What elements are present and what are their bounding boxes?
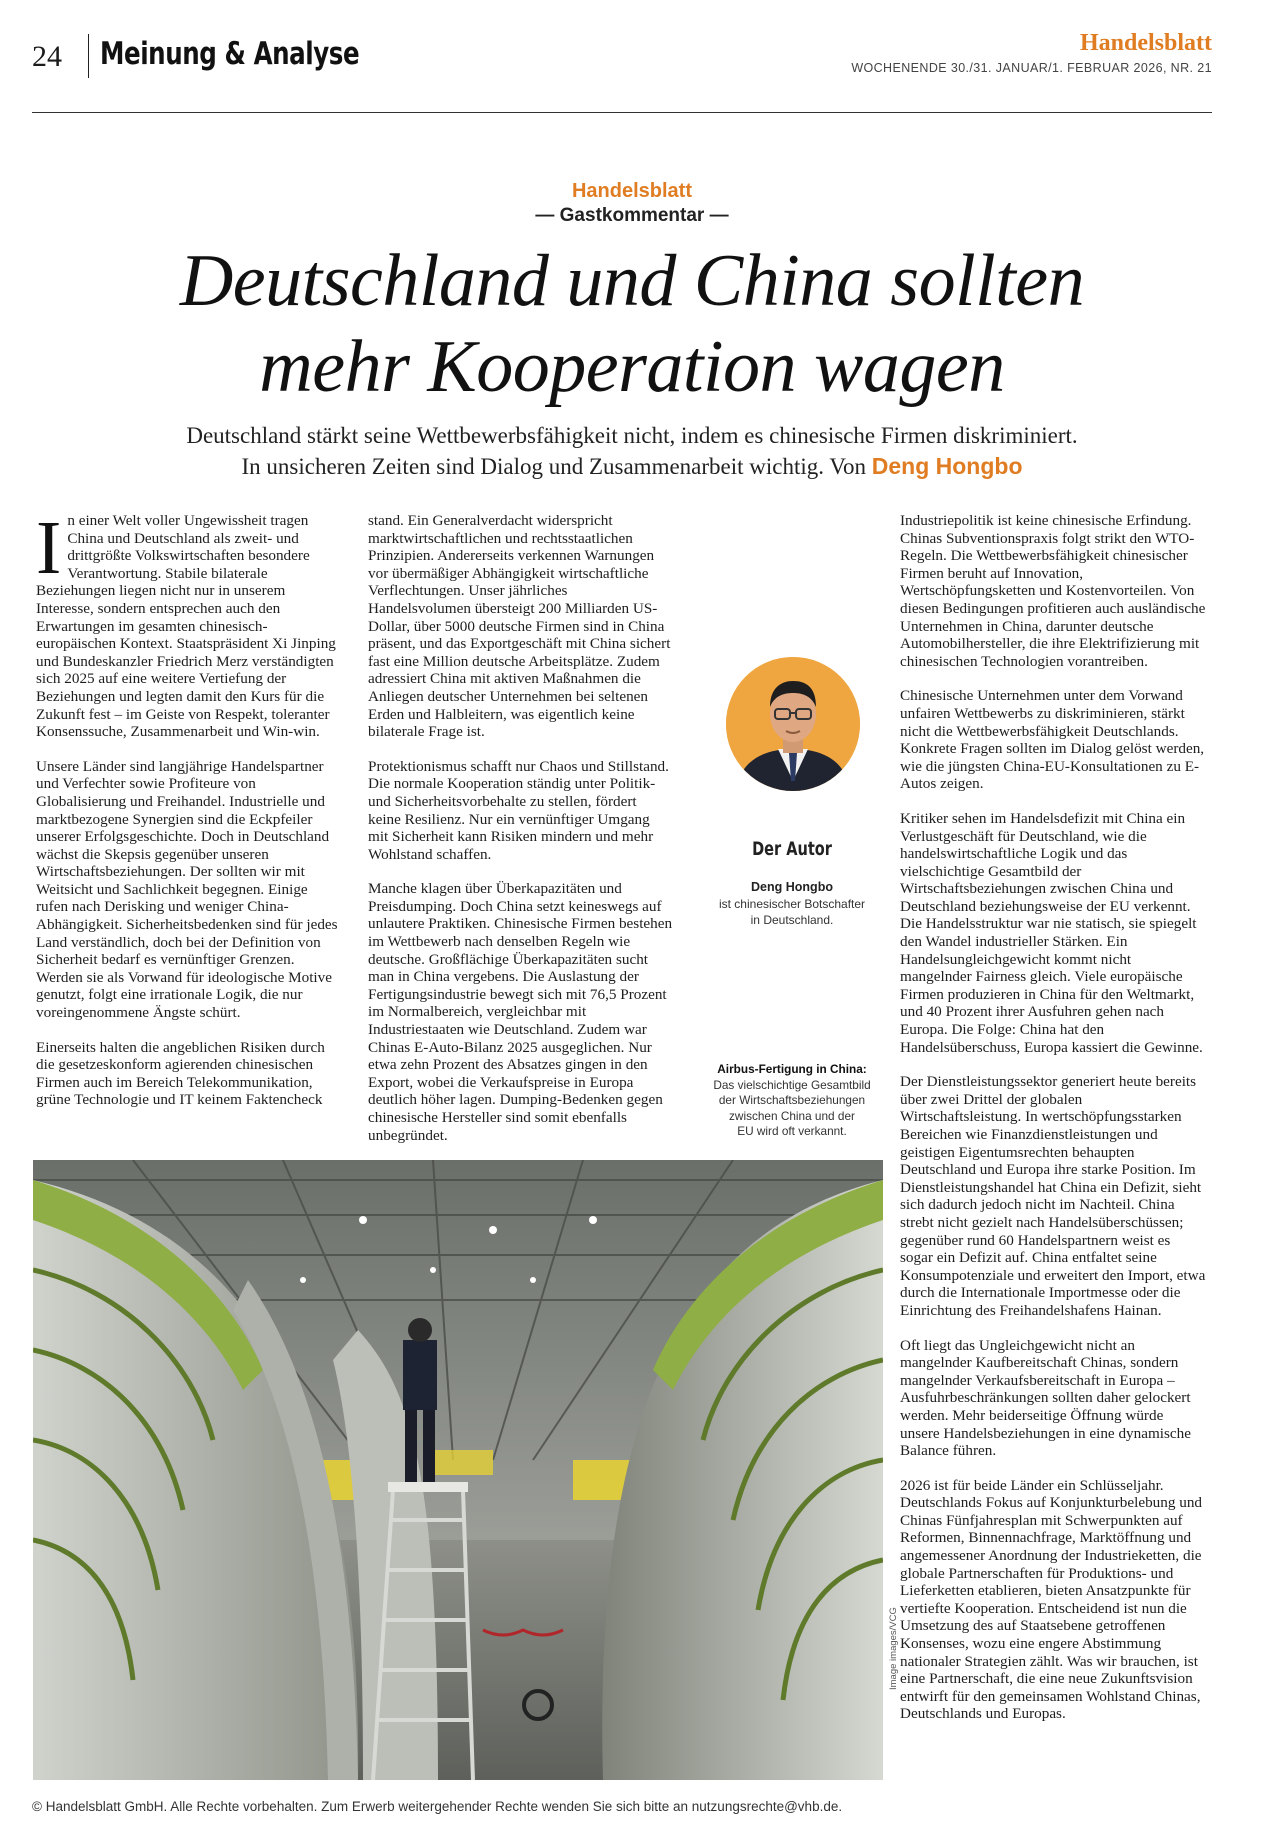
headline-line: mehr Kooperation wagen <box>259 326 1005 408</box>
paragraph: Protektionismus schafft nur Chaos und Stillstand. Die normale Kooperation ständig unter Politik- und Sicherheitsvorbehalte zu stellen, fördert keine Resilienz. Nur ein vernünftiger Umgang mit Sicherheit kann Risiken mindern und mehr Wohlstand schaffen. <box>368 757 669 863</box>
copyright-footer: © Handelsblatt GmbH. Alle Rechte vorbehalten. Zum Erwerb weitergehender Rechte wenden Sie sich bitte an nutzungsrechte@vhb.de. <box>32 1799 843 1814</box>
article-column-3 <box>900 512 1206 1740</box>
drop-cap: I <box>36 506 62 590</box>
caption-title: Airbus-Fertigung in China: <box>717 1062 867 1076</box>
section-title: Meinung & Analyse <box>100 36 360 72</box>
author-role <box>700 896 884 928</box>
paragraph: 2026 ist für beide Länder ein Schlüsseljahr. Deutschlands Fokus auf Konjunkturbelebung und Chinas Fünfjahresplan mit Schwerpunkten auf Reformen, Binnennachfrage, Marktöffnung und angemessener Anordnung der Industrieketten, die globale Partnerschaften für Produktions- und Lieferketten etablieren, bieten Ansatzpunkte für vertiefte Kooperation. Entscheidend ist nun die Umsetzung des auf Staatsebene getroffenen Konsenses, wozu eine engere Abstimmung nationaler Strategien zählt. Was wir brauchen, ist eine Partnerschaft, die eine neue Zukunftsvision entwirft für den gemeinsamen Wohlstand Chinas, Deutschlands und Europas. <box>900 1476 1203 1723</box>
brand-logo: Handelsblatt <box>1079 30 1212 56</box>
standfirst-text: In unsicheren Zeiten sind Dialog und Zusammenarbeit wichtig. Von <box>241 454 866 479</box>
photo-credit: Image images/VCG <box>888 1607 899 1690</box>
kicker-label: — Gastkommentar — <box>535 205 729 226</box>
factory-illustration <box>33 1160 883 1780</box>
paragraph: Unsere Länder sind langjährige Handelspartner und Verfechter sowie Profiteure von Globalisierung und Freihandel. Industrielle und marktbezogene Synergien sind die Eckpfeiler unserer Erfolgsgeschichte. Doch in Deutschland wächst die Skepsis gegenüber unseren Wirtschaftsbeziehungen. Der sollten wir mit Weitsicht und Sachlichkeit begegnen. Einige rufen nach Derisking und weniger China-Abhängigkeit. Sicherheitsbedenken sind für jedes Land verständlich, doch bei der Definition von Sicherheit bedarf es vernünftiger Grenzen. Werden sie als Vorwand für ideologische Motive genutzt, folgt eine irrationale Logik, die nur voreingenommene Ängste schürt. <box>36 757 338 1022</box>
article-photo <box>33 1160 883 1780</box>
byline-author[interactable]: Deng Hongbo <box>871 453 1023 479</box>
portrait-illustration <box>726 657 860 791</box>
paragraph-text: n einer Welt voller Ungewissheit tragen China und Deutschland als zweit- und drittgrößte Volkswirtschaften besondere Verantwortung. Stabile bilaterale Beziehungen liegen nicht nur in unserem Interesse, sondern entsprechen auch den Erwartungen im gesamten chinesisch-europäischen Kontext. Staatspräsident Xi Jinping und Bundeskanzler Friedrich Merz verständigten sich 2025 auf eine weitere Vertiefung der Beziehungen und legten damit den Kurs für die Zukunft fest – im Geiste von Respekt, toleranter Konsenssuche, Zusammenarbeit und Win-win. <box>36 512 336 741</box>
paragraph: Oft liegt das Ungleichgewicht nicht an mangelnder Kaufbereitschaft Chinas, sondern mangelnder Verkaufsbereitschaft in Europa – Ausfuhrbeschränkungen sollten daher gelockert werden. Mehr beiderseitige Öffnung würde unsere Handelsbeziehungen in eine dynamische Balance führen. <box>900 1336 1191 1460</box>
paragraph: Manche klagen über Überkapazitäten und Preisdumping. Doch China setzt keineswegs auf unlautere Praktiken. Chinesische Firmen bestehen im Wettbewerb nach denselben Regeln wie deutsche. Großflächige Überkapazitäten sucht man in China vergebens. Die Auslastung der Fertigungsindustrie bewegt sich mit 76,5 Prozent im Normalbereich, vergleichbar mit Industriestaaten wie Deutschland. Zudem war Chinas E-Auto-Bilanz 2025 ausgeglichen. Nur etwa zehn Prozent des Absatzes gingen in den Export, wobei die Verkaufspreise in Europa deutlich höher lagen. Dumping-Bedenken gegen chinesische Hersteller sind somit ebenfalls unbegründet. <box>368 880 673 1144</box>
paragraph: Chinesische Unternehmen unter dem Vorwand unfairen Wettbewerbs zu diskriminieren, stärkt nicht die Wettbewerbsfähigkeit Deutschlands. Konkrete Fragen sollten im Dialog gelöst werden, wie die jüngsten China-EU-Konsultationen zu E-Autos zeigen. <box>900 687 1205 793</box>
caption-line: der Wirtschaftsbeziehungen <box>718 1093 866 1107</box>
headline <box>60 238 1204 410</box>
photo-caption <box>698 1062 886 1140</box>
kicker-brand: Handelsblatt <box>571 180 693 202</box>
author-box-name: Deng Hongbo <box>751 880 833 894</box>
paragraph: Kritiker sehen im Handelsdefizit mit China ein Verlustgeschäft für Deutschland, wie die handelswirtschaftliche Logik und das vielschichtige Gesamtbild der Wirtschaftsbeziehungen zwischen China und Deutschland beziehungsweise der EU verkennt. Die Handelsstruktur war nie statisch, sie spiegelt den Wandel industrieller Stärken. Ein Handelsungleichgewicht kommt nicht mangelnder Fairness gleich. Viele europäische Firmen produzieren in China für den Weltmarkt, und 40 Prozent ihrer Ausfuhren gehen nach Europa. Die Folge: China hat den Handelsüberschuss, Europa kassiert die Gewinne. <box>900 809 1203 1056</box>
article-column-1 <box>36 506 341 1126</box>
author-box-heading: Der Autor <box>752 838 832 860</box>
paragraph: Der Dienstleistungssektor generiert heute bereits über zwei Drittel der globalen Wirtschaftsleistung. In wertschöpfungsstarken Bereichen wie Finanzdienstleistungen und geistigen Eigentumsrechten behaupten Deutschland und Europa ihre starke Position. Im Dienstleistungshandel hat China ein Defizit, sieht sich dadurch jedoch nicht im Nachteil. China strebt nicht gezielt nach Handelsüberschüssen; gegenüber rund 60 Handelspartnern weist es sogar ein Defizit auf. China entfaltet seine Konsumpotenziale und erweitert den Import, etwa durch die Internationale Importmesse oder die Einrichtung des Freihandelshafens Hainan. <box>900 1073 1206 1319</box>
caption-line: zwischen China und der <box>729 1108 855 1123</box>
header-rule <box>32 112 1212 113</box>
paragraph: Industriepolitik ist keine chinesische Erfindung. Chinas Subventionspraxis folgt strikt den WTO-Regeln. Die Wettbewerbsfähigkeit chinesischer Firmen beruht auf Innovation, Wertschöpfungsketten und Kostenvorteilen. Von diesen Bedingungen profitieren auch ausländische Unternehmen in China, darunter deutsche Automobilhersteller, die ihre Elektrifizierung mit chinesischen Technologien vorantreiben. <box>900 512 1206 670</box>
author-role-line: ist chinesischer Botschafter <box>718 897 866 911</box>
caption-line: Das vielschichtige Gesamtbild <box>713 1077 871 1092</box>
standfirst <box>60 420 1204 482</box>
edition-line: WOCHENENDE 30./31. JANUAR/1. FEBRUAR 2026, NR. 21 <box>851 61 1212 75</box>
standfirst-line <box>60 451 1204 482</box>
standfirst-line: Deutschland stärkt seine Wettbewerbsfähigkeit nicht, indem es chinesische Firmen diskriminiert. <box>186 423 1078 448</box>
author-portrait <box>726 657 860 791</box>
caption-line: EU wird oft verkannt. <box>737 1124 847 1138</box>
article-column-2 <box>368 512 673 1161</box>
headline-line: Deutschland und China sollten <box>179 240 1085 322</box>
paragraph: stand. Ein Generalverdacht widerspricht marktwirtschaftlichen und rechtsstaatlichen Prinzipien. Andererseits verkennen Warnungen vor übermäßiger Abhängigkeit wirtschaftliche Verflechtungen. Unser jährliches Handelsvolumen übersteigt 200 Milliarden US-Dollar, über 5000 deutsche Firmen sind in China präsent, und das Exportgeschäft mit China sichert fast eine Million deutsche Arbeitsplätze. Zudem adressiert China mit aktiven Maßnahmen die Anliegen deutscher Unternehmen bei seltenen Erden und Halbleitern, was eigentlich keine bilaterale Frage ist. <box>368 512 671 741</box>
author-role-line: in Deutschland. <box>750 913 834 927</box>
paragraph: Einerseits halten die angeblichen Risiken durch die gesetzeskonform agierenden chinesischen Firmen auch im Bereich Telekommunikation, grüne Technologie und IT keinem Faktencheck <box>36 1038 325 1109</box>
header-divider <box>88 34 89 78</box>
page-number: 24 <box>32 40 62 73</box>
paragraph <box>36 506 341 741</box>
